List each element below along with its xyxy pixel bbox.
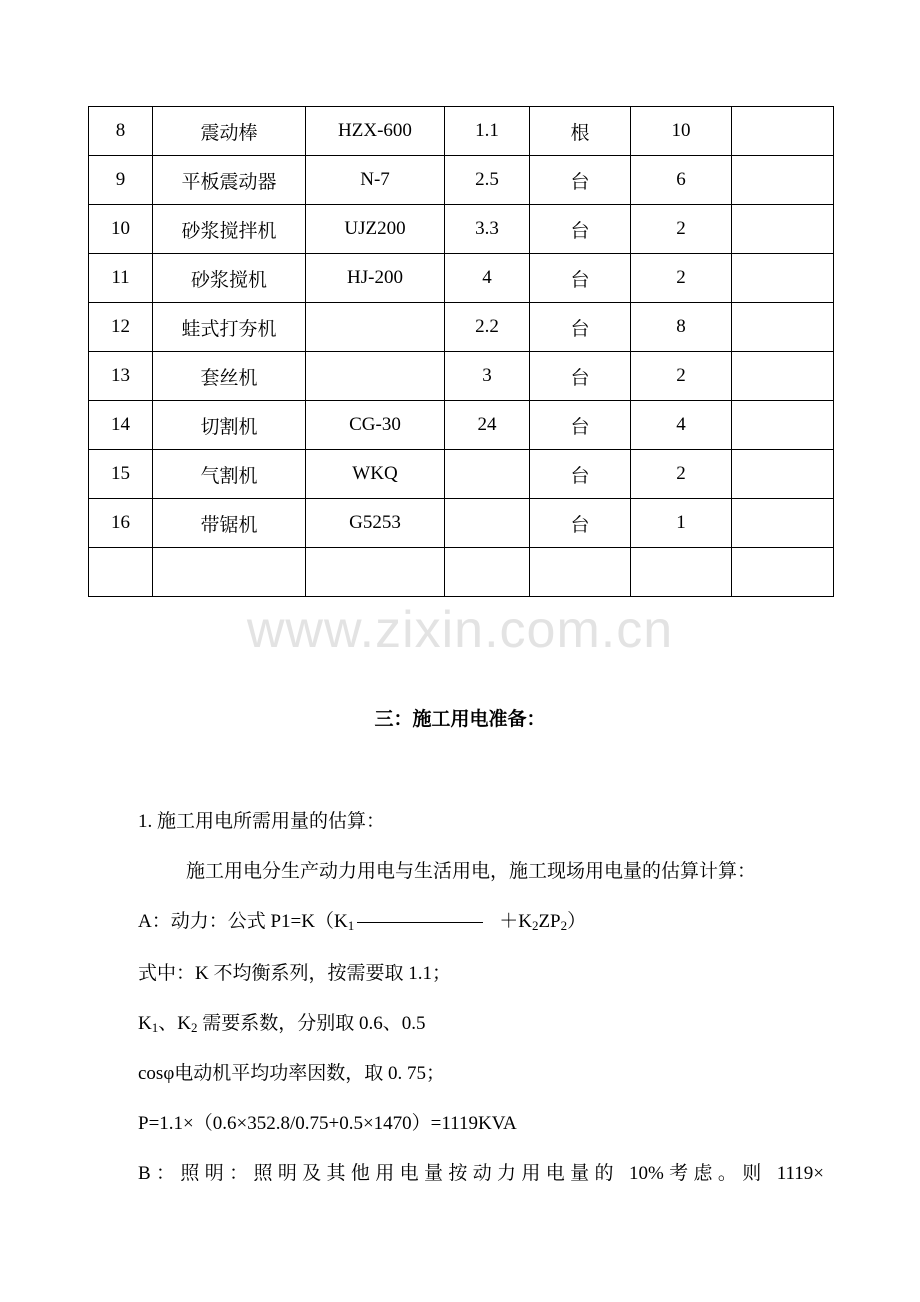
cell-model: HZX-600 [306, 107, 445, 156]
cell-no: 12 [89, 303, 153, 352]
cell-no: 11 [89, 254, 153, 303]
cell-qty: 4 [631, 401, 732, 450]
cell-power: 2.5 [445, 156, 530, 205]
cell-name: 气割机 [153, 450, 306, 499]
table-row [89, 156, 834, 205]
table-row [89, 499, 834, 548]
formula-sub-k2: 2 [531, 918, 539, 933]
k12-sub1: 1 [151, 1020, 159, 1035]
cell-unit: 根 [530, 107, 631, 156]
cell-model [306, 548, 445, 597]
intro-paragraph: 施工用电分生产动力用电与生活用电，施工现场用电量的估算计算： [186, 861, 757, 882]
p-calculation: P=1.1×（0.6×352.8/0.75+0.5×1470）=1119KVA [138, 1113, 517, 1134]
cell-remark [732, 156, 834, 205]
cell-model: UJZ200 [306, 205, 445, 254]
cell-model: N-7 [306, 156, 445, 205]
cell-name: 平板震动器 [153, 156, 306, 205]
k12-definition [138, 1008, 824, 1036]
table-row [89, 548, 834, 597]
cell-remark [732, 107, 834, 156]
cell-no [89, 548, 153, 597]
lighting-paragraph: B：照明：照明及其他用电量按动力用电量的 10%考虑。则 1119× [138, 1163, 824, 1184]
power-formula [138, 906, 824, 934]
cell-qty: 2 [631, 450, 732, 499]
cell-model: G5253 [306, 499, 445, 548]
cell-name: 蛙式打夯机 [153, 303, 306, 352]
cell-no: 16 [89, 499, 153, 548]
cell-unit: 台 [530, 205, 631, 254]
cell-model [306, 352, 445, 401]
cell-remark [732, 548, 834, 597]
table-row [89, 303, 834, 352]
cell-no: 9 [89, 156, 153, 205]
table-row [89, 401, 834, 450]
cell-no: 8 [89, 107, 153, 156]
cell-name: 带锯机 [153, 499, 306, 548]
cell-qty: 2 [631, 352, 732, 401]
cell-qty: 10 [631, 107, 732, 156]
cell-remark [732, 303, 834, 352]
cell-qty: 2 [631, 254, 732, 303]
formula-sub-k1: 1 [347, 918, 355, 933]
cell-qty [631, 548, 732, 597]
fraction-bar [357, 922, 483, 923]
cell-unit: 台 [530, 254, 631, 303]
k12-sep: 、K [158, 1013, 191, 1034]
table-row [89, 254, 834, 303]
cell-power [445, 450, 530, 499]
cell-name: 套丝机 [153, 352, 306, 401]
section-title: 三：施工用电准备： [374, 708, 546, 730]
cell-name: 砂浆搅机 [153, 254, 306, 303]
table-row [89, 205, 834, 254]
cell-no: 10 [89, 205, 153, 254]
cell-qty: 8 [631, 303, 732, 352]
formula-sub-p2: 2 [560, 918, 568, 933]
cell-power [445, 499, 530, 548]
cell-name [153, 548, 306, 597]
table-row [89, 107, 834, 156]
cell-power: 4 [445, 254, 530, 303]
cell-model: HJ-200 [306, 254, 445, 303]
cell-model: WKQ [306, 450, 445, 499]
formula-suffix: ） [567, 911, 587, 932]
cell-model: CG-30 [306, 401, 445, 450]
cell-name: 切割机 [153, 401, 306, 450]
table-row [89, 352, 834, 401]
cell-unit: 台 [530, 450, 631, 499]
formula-mid: ＋K [499, 911, 532, 932]
cell-power: 1.1 [445, 107, 530, 156]
cell-power [445, 548, 530, 597]
formula-zp: ZP [538, 911, 561, 932]
cell-no: 13 [89, 352, 153, 401]
cell-remark [732, 401, 834, 450]
cell-remark [732, 499, 834, 548]
cell-remark [732, 205, 834, 254]
cell-unit: 台 [530, 303, 631, 352]
k12-sub2: 2 [190, 1020, 198, 1035]
cell-qty: 2 [631, 205, 732, 254]
k12-text: 需要系数，分别取 0.6、0.5 [197, 1013, 426, 1034]
cell-remark [732, 254, 834, 303]
cell-power: 2.2 [445, 303, 530, 352]
cell-qty: 1 [631, 499, 732, 548]
k12-k: K [138, 1013, 152, 1034]
cell-unit: 台 [530, 499, 631, 548]
cell-power: 24 [445, 401, 530, 450]
cell-power: 3.3 [445, 205, 530, 254]
watermark: www.zixin.com.cn [246, 601, 674, 659]
cell-no: 14 [89, 401, 153, 450]
cos-definition: cosφ电动机平均功率因数，取 0. 75； [138, 1063, 446, 1084]
cell-remark [732, 450, 834, 499]
item-heading: 1. 施工用电所需用量的估算： [138, 811, 386, 832]
cell-qty: 6 [631, 156, 732, 205]
table-row [89, 450, 834, 499]
equipment-table [88, 106, 834, 597]
cell-power: 3 [445, 352, 530, 401]
k-definition: 式中：K 不均衡系列，按需要取 1.1； [138, 963, 451, 984]
cell-unit: 台 [530, 352, 631, 401]
formula-prefix: A：动力：公式 P1=K（K [138, 911, 348, 932]
cell-no: 15 [89, 450, 153, 499]
cell-remark [732, 352, 834, 401]
cell-unit: 台 [530, 401, 631, 450]
cell-name: 震动棒 [153, 107, 306, 156]
cell-model [306, 303, 445, 352]
cell-unit [530, 548, 631, 597]
cell-name: 砂浆搅拌机 [153, 205, 306, 254]
cell-unit: 台 [530, 156, 631, 205]
equipment-table-body [89, 107, 834, 597]
